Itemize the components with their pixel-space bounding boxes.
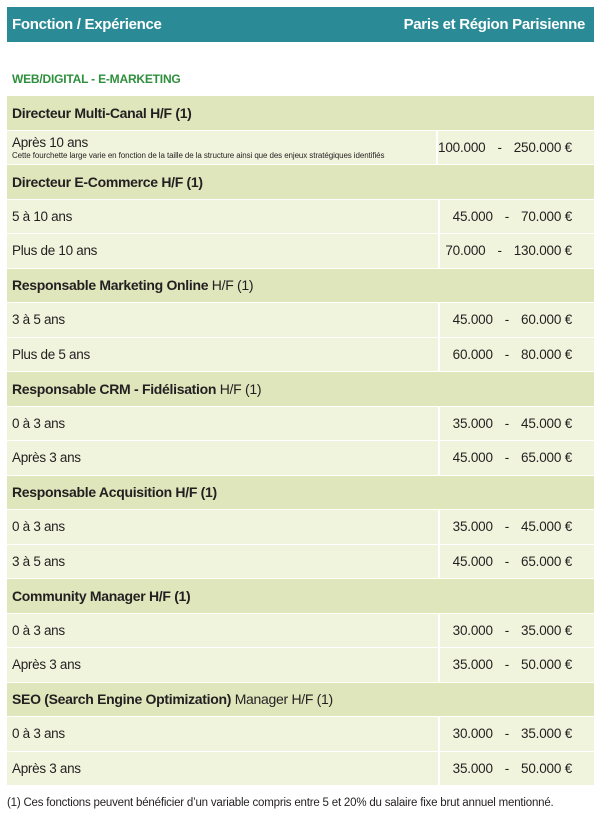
salary-max: 130.000 € xyxy=(513,243,572,259)
salary-max: 80.000 € xyxy=(521,346,572,362)
experience-label: 0 à 3 ans xyxy=(12,415,65,431)
experience-label: Après 3 ans xyxy=(12,657,81,673)
salary-max: 65.000 € xyxy=(521,450,572,466)
salary-max: 70.000 € xyxy=(521,208,572,224)
experience-row xyxy=(7,648,594,683)
salary-max: 35.000 € xyxy=(521,726,572,742)
role-row xyxy=(7,372,594,407)
salary-min: 35.000 xyxy=(452,760,493,776)
experience-row xyxy=(7,338,594,373)
experience-label: 5 à 10 ans xyxy=(12,208,73,224)
experience-cell xyxy=(7,752,440,786)
experience-cell xyxy=(7,545,440,579)
salary-min: 45.000 xyxy=(452,450,493,466)
salary-cell xyxy=(440,752,594,786)
experience-cell xyxy=(7,614,440,648)
role-name: Directeur Multi-Canal H/F (1) xyxy=(12,104,192,121)
experience-row xyxy=(7,234,594,269)
role-name: Directeur E-Commerce H/F (1) xyxy=(12,173,203,190)
experience-row xyxy=(7,545,594,580)
salary-min: 30.000 xyxy=(452,726,493,742)
header-function-label: Fonction / Expérience xyxy=(12,16,162,33)
salary-cell xyxy=(440,648,594,682)
salary-min: 30.000 xyxy=(452,622,493,638)
salary-max: 35.000 € xyxy=(521,622,572,638)
experience-row xyxy=(7,407,594,442)
range-separator: - xyxy=(497,139,502,155)
range-separator: - xyxy=(504,208,510,224)
salary-rows xyxy=(7,96,594,786)
salary-min: 35.000 xyxy=(452,415,493,431)
salary-cell xyxy=(440,614,594,648)
range-separator: - xyxy=(504,519,510,535)
salary-min: 45.000 xyxy=(452,312,493,328)
experience-label: 3 à 5 ans xyxy=(12,312,65,328)
salary-cell xyxy=(438,131,594,165)
footnote: (1) Ces fonctions peuvent bénéficier d’un variable compris entre 5 et 20% du salaire fixe brut annuel mentionné. xyxy=(7,797,554,809)
salary-min: 60.000 xyxy=(452,346,493,362)
salary-cell xyxy=(440,510,594,544)
section-title: WEB/DIGITAL - E-MARKETING xyxy=(12,72,181,86)
salary-cell xyxy=(440,407,594,441)
experience-label: Plus de 10 ans xyxy=(12,243,98,259)
experience-label: Après 3 ans xyxy=(12,760,81,776)
range-separator: - xyxy=(504,450,510,466)
range-separator: - xyxy=(504,622,510,638)
salary-min: 35.000 xyxy=(452,657,493,673)
range-separator: - xyxy=(504,312,510,328)
experience-row xyxy=(7,717,594,752)
experience-row xyxy=(7,510,594,545)
experience-label: 3 à 5 ans xyxy=(12,553,65,569)
role-row xyxy=(7,96,594,131)
salary-cell xyxy=(440,717,594,751)
salary-min: 45.000 xyxy=(452,208,493,224)
salary-max: 50.000 € xyxy=(521,760,572,776)
salary-max: 65.000 € xyxy=(521,553,572,569)
experience-row xyxy=(7,303,594,338)
experience-cell xyxy=(7,407,440,441)
experience-label: 0 à 3 ans xyxy=(12,622,65,638)
salary-max: 50.000 € xyxy=(521,657,572,673)
role-row xyxy=(7,165,594,200)
range-separator: - xyxy=(504,726,510,742)
experience-cell xyxy=(7,717,440,751)
experience-row xyxy=(7,200,594,235)
role-row xyxy=(7,476,594,511)
role-suffix: H/F (1) xyxy=(216,380,262,397)
range-separator: - xyxy=(504,657,510,673)
role-name: SEO (Search Engine Optimization) xyxy=(12,691,232,708)
role-suffix: H/F (1) xyxy=(208,277,254,294)
experience-row xyxy=(7,441,594,476)
role-name: Responsable Marketing Online xyxy=(12,277,209,294)
salary-max: 45.000 € xyxy=(521,415,572,431)
range-separator: - xyxy=(497,243,502,259)
salary-min: 70.000 xyxy=(445,243,486,259)
salary-max: 45.000 € xyxy=(521,519,572,535)
experience-label: Plus de 5 ans xyxy=(12,346,90,362)
experience-row xyxy=(7,131,594,166)
range-separator: - xyxy=(504,415,510,431)
table-header xyxy=(7,7,594,42)
range-separator: - xyxy=(504,346,510,362)
role-suffix: Manager H/F (1) xyxy=(231,691,333,708)
role-name: Community Manager H/F (1) xyxy=(12,587,191,604)
salary-max: 60.000 € xyxy=(521,312,572,328)
role-row xyxy=(7,683,594,718)
experience-label: Après 10 ans xyxy=(12,134,88,150)
experience-cell xyxy=(7,234,440,268)
salary-cell xyxy=(440,234,594,268)
header-region-label: Paris et Région Parisienne xyxy=(403,16,585,33)
salary-cell xyxy=(440,545,594,579)
experience-label: Après 3 ans xyxy=(12,450,81,466)
experience-cell xyxy=(7,200,440,234)
experience-cell xyxy=(7,131,438,165)
salary-cell xyxy=(440,200,594,234)
salary-min: 45.000 xyxy=(452,553,493,569)
salary-cell xyxy=(440,303,594,337)
experience-cell xyxy=(7,338,440,372)
experience-cell xyxy=(7,510,440,544)
experience-row xyxy=(7,752,594,787)
experience-label: 0 à 3 ans xyxy=(12,726,65,742)
salary-min: 35.000 xyxy=(452,519,493,535)
experience-cell xyxy=(7,441,440,475)
experience-cell xyxy=(7,303,440,337)
role-row xyxy=(7,579,594,614)
salary-cell xyxy=(440,338,594,372)
experience-cell xyxy=(7,648,440,682)
experience-label: 0 à 3 ans xyxy=(12,519,65,535)
role-row xyxy=(7,269,594,304)
salary-cell xyxy=(440,441,594,475)
range-separator: - xyxy=(504,553,510,569)
experience-row xyxy=(7,614,594,649)
salary-max: 250.000 € xyxy=(513,139,572,155)
role-name: Responsable Acquisition H/F (1) xyxy=(12,484,217,501)
range-separator: - xyxy=(504,760,510,776)
range-note: Cette fourchette large varie en fonction de la taille de la structure ainsi que des enjeux stratégiques identifiés xyxy=(12,150,385,160)
salary-min: 100.000 xyxy=(438,139,486,155)
role-name: Responsable CRM - Fidélisation xyxy=(12,380,217,397)
